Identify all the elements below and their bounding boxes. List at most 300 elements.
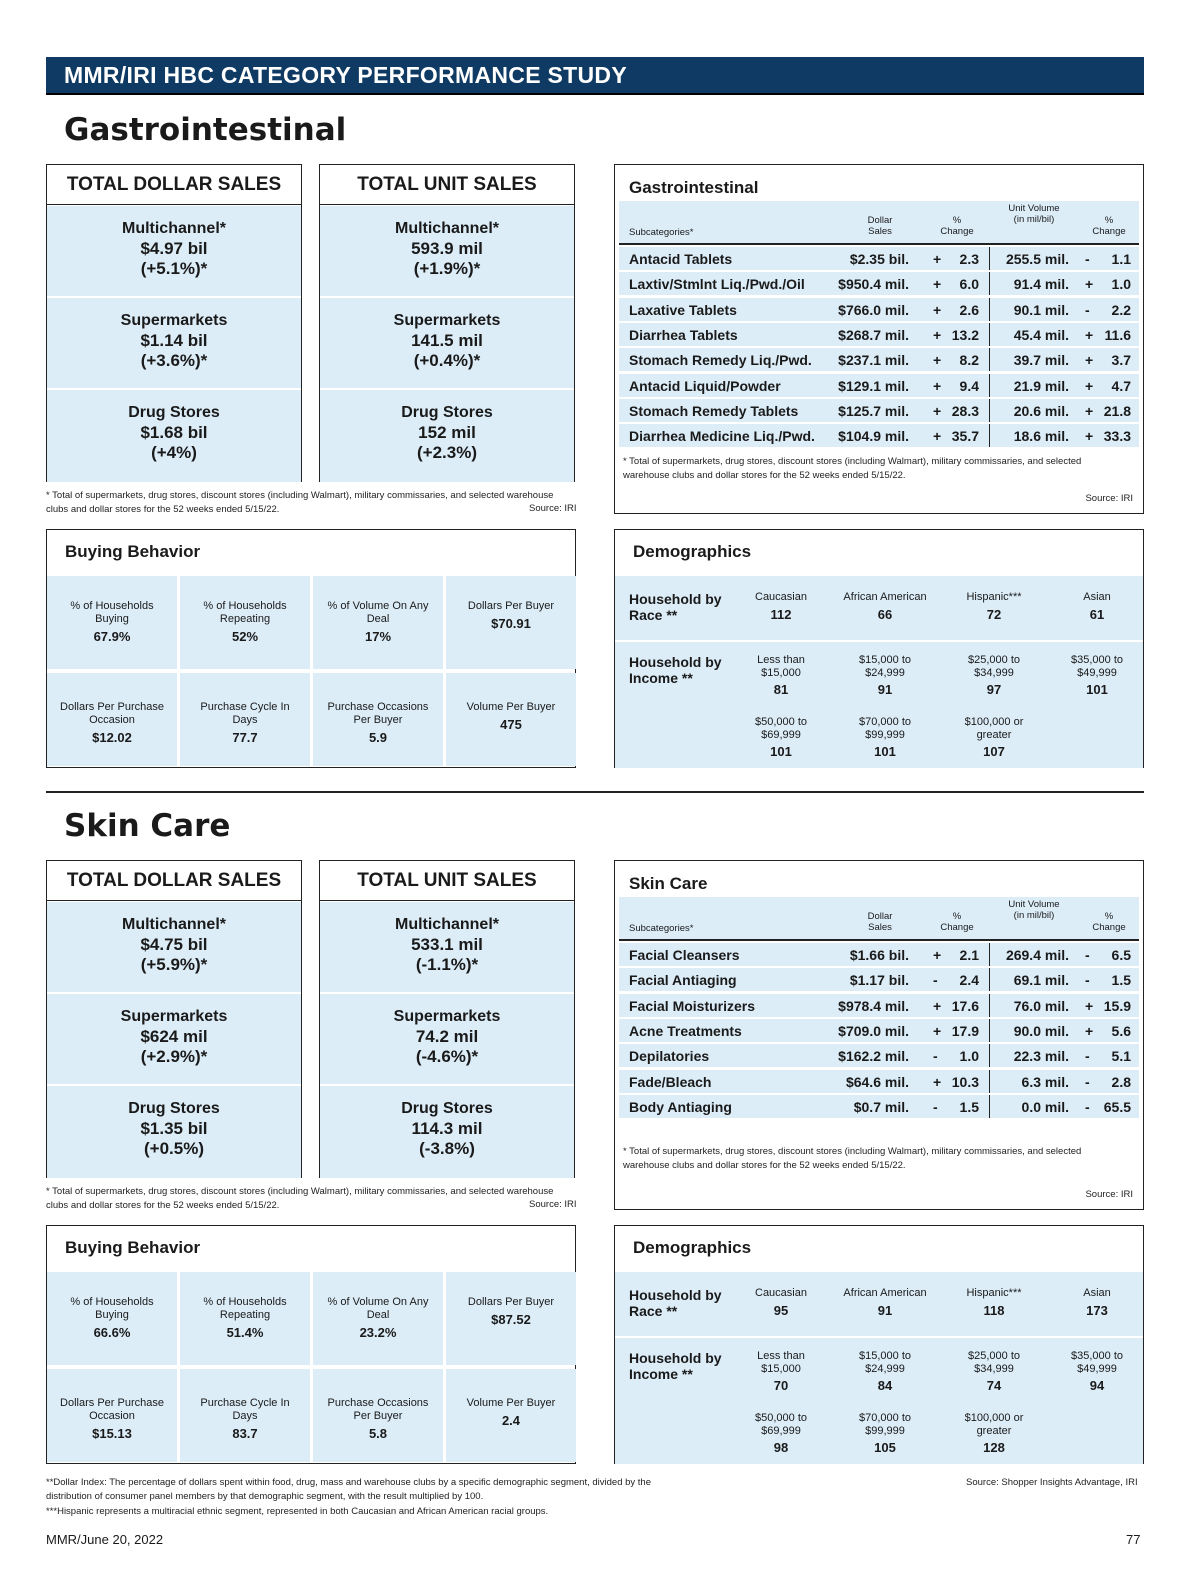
row-dollar-sales: $978.4 mil. bbox=[838, 997, 909, 1014]
row-unit-volume: 22.3 mil. bbox=[1013, 1048, 1069, 1065]
segment-index: 101 bbox=[1086, 682, 1108, 697]
row-pct-change: 4.7 bbox=[1111, 377, 1131, 394]
table-row bbox=[619, 422, 1139, 447]
gi-subcategory-table bbox=[614, 164, 1144, 514]
segment-label: $100,000 or greater bbox=[964, 716, 1024, 741]
panel-title: Demographics bbox=[633, 1238, 752, 1257]
row-dollar-sales: $237.1 mil. bbox=[838, 352, 909, 369]
segment-label: $100,000 or greater bbox=[964, 1412, 1024, 1437]
row-pct-change: 17.9 bbox=[951, 1022, 979, 1039]
summary-cell bbox=[47, 902, 301, 992]
buying-metric bbox=[47, 576, 177, 669]
row-sign: + bbox=[1085, 997, 1094, 1014]
row-sign: + bbox=[933, 402, 942, 419]
channel-name: Drug Stores bbox=[401, 404, 493, 421]
channel-value: 114.3 mil bbox=[411, 1119, 483, 1138]
table-header bbox=[619, 201, 1139, 243]
summary-cell bbox=[320, 902, 574, 992]
column-divider bbox=[989, 247, 990, 270]
col-pct-change: % Change bbox=[940, 215, 974, 237]
row-pct-change: 6.0 bbox=[959, 276, 979, 293]
publication-date: MMR/June 20, 2022 bbox=[46, 1532, 164, 1547]
income-segment bbox=[939, 716, 1049, 758]
gi-summary-source: Source: IRI bbox=[529, 503, 577, 514]
col-unit-volume: Unit Volume (in mil/bil) bbox=[1008, 899, 1060, 921]
segment-label: $35,000 to $49,999 bbox=[1071, 1350, 1123, 1375]
channel-change: (+2.3%) bbox=[417, 443, 477, 462]
metric-label: Dollars Per Buyer bbox=[467, 600, 555, 612]
race-segment bbox=[1042, 591, 1152, 621]
channel-value: 533.1 mil bbox=[411, 935, 483, 954]
table-footnote: * Total of supermarkets, drug stores, discount stores (including Walmart), military commissaries, and selected warehouse clubs and dollar stores for the 52 weeks ended 5/15/22. bbox=[623, 456, 1082, 481]
row-sign: + bbox=[1085, 377, 1094, 394]
segment-label: Hispanic*** bbox=[966, 1287, 1022, 1299]
metric-value: 52% bbox=[231, 629, 259, 644]
metric-label: % of Volume On Any Deal bbox=[327, 600, 429, 625]
row-dollar-sales: $1.17 bil. bbox=[849, 972, 909, 989]
gi-summary-footnote: * Total of supermarkets, drug stores, discount stores (including Walmart), military commissaries, and selected warehouse clubs and dollar stores for the 52 weeks ended 5/15/22. bbox=[46, 490, 554, 515]
row-dollar-sales: $125.7 mil. bbox=[838, 402, 909, 419]
row-sign: - bbox=[1085, 1048, 1090, 1065]
row-subcategory: Facial Antiaging bbox=[629, 972, 737, 989]
segment-label: $50,000 to $69,999 bbox=[755, 716, 807, 741]
row-unit-volume: 6.3 mil. bbox=[1021, 1073, 1069, 1090]
metric-value: $12.02 bbox=[92, 730, 132, 745]
segment-index: 118 bbox=[983, 1303, 1005, 1318]
metric-value: 83.7 bbox=[232, 1426, 258, 1441]
metric-value: 2.4 bbox=[501, 1413, 521, 1428]
row-dollar-sales: $0.7 mil. bbox=[853, 1098, 909, 1115]
segment-index: 74 bbox=[986, 1378, 1002, 1393]
page-number: 77 bbox=[1126, 1532, 1141, 1547]
income-segment bbox=[726, 654, 836, 696]
row-sign: + bbox=[1085, 326, 1094, 343]
summary-heading: TOTAL UNIT SALES bbox=[320, 165, 574, 205]
income-segment bbox=[830, 654, 940, 696]
row-sign: + bbox=[1085, 276, 1094, 293]
summary-cell bbox=[320, 1086, 574, 1178]
channel-name: Multichannel* bbox=[121, 220, 226, 237]
segment-index: 70 bbox=[773, 1378, 789, 1393]
segment-label: $25,000 to $34,999 bbox=[968, 1350, 1020, 1375]
segment-label: $25,000 to $34,999 bbox=[968, 654, 1020, 679]
segment-label: $15,000 to $24,999 bbox=[859, 1350, 911, 1375]
gi-total-dollar-sales bbox=[46, 164, 302, 482]
income-segment bbox=[1042, 1350, 1152, 1392]
row-subcategory: Body Antiaging bbox=[629, 1098, 732, 1115]
segment-index: 72 bbox=[986, 607, 1002, 622]
channel-value: 141.5 mil bbox=[411, 331, 483, 350]
race-segment bbox=[939, 591, 1049, 621]
row-pct-change: 1.1 bbox=[1111, 251, 1131, 267]
segment-label: African American bbox=[843, 591, 927, 603]
race-label: Household by Race ** bbox=[629, 591, 722, 623]
channel-name: Drug Stores bbox=[401, 1100, 493, 1117]
row-subcategory: Facial Cleansers bbox=[629, 947, 740, 963]
segment-label: Caucasian bbox=[755, 591, 807, 603]
row-subcategory: Acne Treatments bbox=[629, 1022, 742, 1039]
metric-label: Dollars Per Purchase Occasion bbox=[60, 701, 164, 726]
table-source: Source: IRI bbox=[1085, 493, 1133, 504]
channel-name: Multichannel* bbox=[121, 916, 226, 933]
metric-label: Purchase Occasions Per Buyer bbox=[327, 1397, 429, 1422]
dollar-index-note: **Dollar Index: The percentage of dollars spent within food, drug, mass and warehouse clubs by a specific demographic segment, divided by the distribution of consumer panel members by that demographic segment, with the result multiplied by 100. bbox=[46, 1477, 652, 1502]
channel-name: Supermarkets bbox=[120, 1008, 228, 1025]
summary-cell bbox=[320, 390, 574, 482]
channel-change: (+5.1%)* bbox=[140, 259, 208, 278]
channel-change: (-3.8%) bbox=[419, 1139, 475, 1158]
channel-change: (+5.9%)* bbox=[140, 955, 208, 974]
row-subcategory: Depilatories bbox=[629, 1048, 710, 1065]
metric-value: 77.7 bbox=[232, 730, 258, 745]
income-segment bbox=[830, 716, 940, 758]
metric-value: 5.9 bbox=[368, 730, 388, 745]
summary-cell bbox=[47, 994, 301, 1084]
row-dollar-sales: $268.7 mil. bbox=[838, 326, 909, 343]
row-unit-volume: 39.7 mil. bbox=[1013, 352, 1069, 369]
table-row bbox=[619, 321, 1139, 346]
row-pct-change: 8.2 bbox=[959, 352, 979, 369]
row-pct-change: 5.6 bbox=[1111, 1022, 1131, 1039]
segment-label: Hispanic*** bbox=[966, 591, 1022, 603]
channel-name: Supermarkets bbox=[393, 312, 501, 329]
income-segment bbox=[726, 1350, 836, 1392]
segment-index: 105 bbox=[874, 1440, 896, 1455]
segment-index: 107 bbox=[983, 744, 1005, 759]
buying-metric bbox=[313, 673, 443, 766]
row-dollar-sales: $64.6 mil. bbox=[845, 1073, 909, 1090]
column-divider bbox=[989, 399, 990, 422]
income-segment bbox=[830, 1350, 940, 1392]
col-subcategories: Subcategories* bbox=[629, 923, 694, 934]
row-sign: - bbox=[1085, 251, 1090, 267]
row-subcategory: Antacid Liquid/Powder bbox=[629, 377, 781, 394]
channel-name: Multichannel* bbox=[394, 916, 499, 933]
row-pct-change: 3.7 bbox=[1111, 352, 1131, 369]
sc-total-unit-sales bbox=[319, 860, 575, 1178]
panel-title: Buying Behavior bbox=[65, 1238, 201, 1257]
row-sign: + bbox=[933, 947, 942, 963]
buying-metric bbox=[47, 1272, 177, 1365]
buying-metric bbox=[446, 576, 576, 669]
table-row bbox=[619, 296, 1139, 321]
summary-cell bbox=[47, 390, 301, 482]
race-segment bbox=[830, 1287, 940, 1317]
row-unit-volume: 0.0 mil. bbox=[1021, 1098, 1069, 1115]
row-dollar-sales: $950.4 mil. bbox=[838, 276, 909, 293]
col-pct-change: % Change bbox=[940, 911, 974, 933]
section-title-gastrointestinal: Gastrointestinal bbox=[64, 112, 347, 148]
buying-metric bbox=[180, 576, 310, 669]
income-label: Household by Income ** bbox=[629, 1350, 722, 1382]
row-sign: + bbox=[933, 1022, 942, 1039]
table-row bbox=[619, 1093, 1139, 1118]
buying-metric bbox=[313, 576, 443, 669]
table-title: Gastrointestinal bbox=[629, 178, 759, 197]
table-row bbox=[619, 270, 1139, 295]
table-row bbox=[619, 397, 1139, 422]
table-row bbox=[619, 941, 1139, 966]
sc-summary-footnote: * Total of supermarkets, drug stores, discount stores (including Walmart), military commissaries, and selected warehouse clubs and dollar stores for the 52 weeks ended 5/15/22. bbox=[46, 1186, 554, 1211]
column-divider bbox=[989, 1095, 990, 1118]
race-label: Household by Race ** bbox=[629, 1287, 722, 1319]
column-divider bbox=[989, 1070, 990, 1093]
row-unit-volume: 90.0 mil. bbox=[1013, 1022, 1069, 1039]
channel-value: 152 mil bbox=[418, 423, 476, 442]
buying-metric bbox=[180, 1369, 310, 1462]
metric-value: $15.13 bbox=[92, 1426, 132, 1441]
row-dollar-sales: $162.2 mil. bbox=[838, 1048, 909, 1065]
column-divider bbox=[989, 272, 990, 295]
metric-label: Purchase Cycle In Days bbox=[200, 701, 290, 726]
race-segment bbox=[726, 591, 836, 621]
metric-label: Dollars Per Purchase Occasion bbox=[60, 1397, 164, 1422]
gi-demographics bbox=[614, 529, 1144, 768]
channel-change: (+4%) bbox=[151, 443, 197, 462]
channel-change: (-1.1%)* bbox=[415, 955, 479, 974]
row-subcategory: Laxative Tablets bbox=[629, 301, 737, 318]
channel-name: Drug Stores bbox=[128, 404, 220, 421]
row-sign: - bbox=[1085, 972, 1090, 989]
segment-index: 112 bbox=[770, 607, 792, 622]
segment-index: 101 bbox=[770, 744, 792, 759]
table-header bbox=[619, 897, 1139, 939]
segment-label: $15,000 to $24,999 bbox=[859, 654, 911, 679]
gi-buying-behavior bbox=[46, 529, 576, 768]
segment-index: 91 bbox=[877, 682, 893, 697]
buying-metric bbox=[47, 673, 177, 766]
row-subcategory: Diarrhea Medicine Liq./Pwd. bbox=[629, 428, 815, 445]
channel-change: (-4.6%)* bbox=[415, 1047, 479, 1066]
row-pct-change: 1.0 bbox=[1111, 276, 1131, 293]
demographics-source: Source: Shopper Insights Advantage, IRI bbox=[966, 1477, 1138, 1488]
row-unit-volume: 269.4 mil. bbox=[1005, 947, 1069, 963]
row-sign: + bbox=[933, 428, 942, 445]
row-dollar-sales: $766.0 mil. bbox=[838, 301, 909, 318]
segment-index: 94 bbox=[1089, 1378, 1105, 1393]
income-label: Household by Income ** bbox=[629, 654, 722, 686]
metric-label: Volume Per Buyer bbox=[466, 701, 556, 713]
buying-metric bbox=[180, 673, 310, 766]
table-row bbox=[619, 1017, 1139, 1042]
metric-value: 475 bbox=[500, 717, 522, 732]
channel-change: (+0.4%)* bbox=[413, 351, 481, 370]
row-pct-change: 2.8 bbox=[1111, 1073, 1131, 1090]
metric-value: 51.4% bbox=[226, 1325, 264, 1340]
column-divider bbox=[989, 298, 990, 321]
row-pct-change: 65.5 bbox=[1103, 1098, 1131, 1115]
table-row bbox=[619, 372, 1139, 397]
row-pct-change: 5.1 bbox=[1111, 1048, 1131, 1065]
row-sign: + bbox=[933, 326, 942, 343]
metric-value: 66.6% bbox=[93, 1325, 131, 1340]
row-sign: + bbox=[933, 352, 942, 369]
channel-value: $4.97 bil bbox=[140, 239, 208, 258]
row-sign: + bbox=[933, 997, 942, 1014]
row-pct-change: 15.9 bbox=[1103, 997, 1131, 1014]
row-unit-volume: 255.5 mil. bbox=[1005, 251, 1069, 267]
segment-index: 98 bbox=[773, 1440, 789, 1455]
row-subcategory: Fade/Bleach bbox=[629, 1073, 712, 1090]
metric-value: 17% bbox=[364, 629, 392, 644]
row-sign: + bbox=[933, 1073, 942, 1090]
channel-change: (+1.9%)* bbox=[413, 259, 481, 278]
summary-cell bbox=[320, 994, 574, 1084]
channel-value: $1.14 bil bbox=[140, 331, 208, 350]
summary-cell bbox=[47, 206, 301, 296]
segment-label: Less than $15,000 bbox=[757, 654, 805, 679]
row-subcategory: Stomach Remedy Liq./Pwd. bbox=[629, 352, 812, 369]
column-divider bbox=[989, 323, 990, 346]
income-segment bbox=[939, 1412, 1049, 1454]
col-dollar-sales: Dollar Sales bbox=[867, 911, 893, 933]
row-pct-change: 28.3 bbox=[951, 402, 979, 419]
sc-total-dollar-sales bbox=[46, 860, 302, 1178]
buying-metric bbox=[446, 1369, 576, 1462]
row-sign: - bbox=[933, 1048, 938, 1065]
col-subcategories: Subcategories* bbox=[629, 227, 694, 238]
channel-name: Multichannel* bbox=[394, 220, 499, 237]
race-segment bbox=[939, 1287, 1049, 1317]
row-sign: + bbox=[933, 377, 942, 394]
row-pct-change: 1.5 bbox=[1111, 972, 1131, 989]
row-unit-volume: 18.6 mil. bbox=[1013, 428, 1069, 445]
segment-index: 84 bbox=[877, 1378, 893, 1393]
channel-name: Supermarkets bbox=[393, 1008, 501, 1025]
segment-label: Asian bbox=[1083, 591, 1111, 603]
segment-label: $70,000 to $99,999 bbox=[859, 716, 911, 741]
table-source: Source: IRI bbox=[1085, 1189, 1133, 1200]
row-sign: - bbox=[1085, 947, 1090, 963]
segment-index: 81 bbox=[773, 682, 789, 697]
row-pct-change: 33.3 bbox=[1103, 428, 1131, 445]
row-sign: - bbox=[1085, 1098, 1090, 1115]
row-pct-change: 21.8 bbox=[1103, 402, 1131, 419]
column-divider bbox=[989, 1019, 990, 1042]
row-sign: + bbox=[933, 251, 942, 267]
segment-label: $50,000 to $69,999 bbox=[755, 1412, 807, 1437]
row-pct-change: 17.6 bbox=[951, 997, 979, 1014]
column-divider bbox=[989, 994, 990, 1017]
metric-value: $70.91 bbox=[491, 616, 531, 631]
row-sign: + bbox=[933, 301, 942, 318]
segment-index: 66 bbox=[877, 607, 893, 622]
channel-change: (+3.6%)* bbox=[140, 351, 208, 370]
metric-value: $87.52 bbox=[491, 1312, 531, 1327]
segment-label: $35,000 to $49,999 bbox=[1071, 654, 1123, 679]
row-dollar-sales: $1.66 bil. bbox=[849, 947, 909, 963]
buying-metric bbox=[313, 1272, 443, 1365]
row-dollar-sales: $129.1 mil. bbox=[838, 377, 909, 394]
income-segment bbox=[830, 1412, 940, 1454]
row-pct-change: 1.0 bbox=[959, 1048, 979, 1065]
table-row bbox=[619, 966, 1139, 991]
segment-index: 95 bbox=[773, 1303, 789, 1318]
col-pct-change: % Change bbox=[1092, 911, 1126, 933]
summary-heading: TOTAL DOLLAR SALES bbox=[47, 165, 301, 205]
row-dollar-sales: $104.9 mil. bbox=[838, 428, 909, 445]
row-unit-volume: 45.4 mil. bbox=[1013, 326, 1069, 343]
metric-value: 5.8 bbox=[368, 1426, 388, 1441]
row-pct-change: 1.5 bbox=[959, 1098, 979, 1115]
section-title-skin-care: Skin Care bbox=[64, 808, 231, 844]
buying-metric bbox=[313, 1369, 443, 1462]
sc-buying-behavior bbox=[46, 1225, 576, 1464]
channel-change: (+2.9%)* bbox=[140, 1047, 208, 1066]
row-pct-change: 10.3 bbox=[951, 1073, 979, 1090]
segment-index: 101 bbox=[874, 744, 896, 759]
metric-label: Purchase Cycle In Days bbox=[200, 1397, 290, 1422]
row-unit-volume: 69.1 mil. bbox=[1013, 972, 1069, 989]
summary-cell bbox=[320, 206, 574, 296]
channel-value: $624 mil bbox=[140, 1027, 208, 1046]
metric-label: % of Volume On Any Deal bbox=[327, 1296, 429, 1321]
col-pct-change: % Change bbox=[1092, 215, 1126, 237]
table-footnote: * Total of supermarkets, drug stores, discount stores (including Walmart), military commissaries, and selected warehouse clubs and dollar stores for the 52 weeks ended 5/15/22. bbox=[623, 1146, 1082, 1171]
table-row bbox=[619, 346, 1139, 371]
hispanic-note: ***Hispanic represents a multiracial ethnic segment, represented in both Caucasian and African American racial groups. bbox=[46, 1506, 549, 1517]
buying-metric bbox=[446, 1272, 576, 1365]
segment-index: 91 bbox=[877, 1303, 893, 1318]
summary-cell bbox=[320, 298, 574, 388]
row-pct-change: 35.7 bbox=[951, 428, 979, 445]
col-dollar-sales: Dollar Sales bbox=[867, 215, 893, 237]
summary-cell bbox=[47, 298, 301, 388]
income-segment bbox=[1042, 654, 1152, 696]
row-unit-volume: 20.6 mil. bbox=[1013, 402, 1069, 419]
metric-label: % of Households Buying bbox=[70, 1296, 154, 1321]
row-sign: + bbox=[1085, 352, 1094, 369]
row-pct-change: 2.3 bbox=[959, 251, 979, 267]
segment-index: 61 bbox=[1089, 607, 1105, 622]
summary-heading: TOTAL DOLLAR SALES bbox=[47, 861, 301, 901]
channel-value: 593.9 mil bbox=[411, 239, 483, 258]
segment-label: $70,000 to $99,999 bbox=[859, 1412, 911, 1437]
metric-label: % of Households Buying bbox=[70, 600, 154, 625]
row-unit-volume: 90.1 mil. bbox=[1013, 301, 1069, 318]
segment-label: Asian bbox=[1083, 1287, 1111, 1299]
segment-label: Less than $15,000 bbox=[757, 1350, 805, 1375]
metric-value: 67.9% bbox=[93, 629, 131, 644]
row-pct-change: 9.4 bbox=[959, 377, 979, 394]
metric-value: 23.2% bbox=[359, 1325, 397, 1340]
table-row bbox=[619, 1042, 1139, 1067]
sc-subcategory-table bbox=[614, 860, 1144, 1210]
income-segment bbox=[939, 1350, 1049, 1392]
header-banner: MMR/IRI HBC CATEGORY PERFORMANCE STUDY bbox=[46, 57, 1144, 95]
income-segment bbox=[726, 1412, 836, 1454]
row-sign: + bbox=[1085, 1022, 1094, 1039]
row-sign: + bbox=[1085, 402, 1094, 419]
row-subcategory: Laxtiv/Stmlnt Liq./Pwd./Oil bbox=[629, 276, 805, 293]
summary-cell bbox=[47, 1086, 301, 1178]
buying-metric bbox=[446, 673, 576, 766]
row-dollar-sales: $709.0 mil. bbox=[838, 1022, 909, 1039]
segment-index: 97 bbox=[986, 682, 1002, 697]
row-pct-change: 13.2 bbox=[951, 326, 979, 343]
row-subcategory: Antacid Tablets bbox=[629, 251, 733, 267]
row-unit-volume: 91.4 mil. bbox=[1013, 276, 1069, 293]
table-row bbox=[619, 992, 1139, 1017]
column-divider bbox=[989, 1044, 990, 1067]
segment-index: 128 bbox=[983, 1440, 1005, 1455]
row-subcategory: Stomach Remedy Tablets bbox=[629, 402, 799, 419]
row-pct-change: 2.4 bbox=[959, 972, 979, 989]
row-sign: - bbox=[933, 1098, 938, 1115]
channel-value: $1.35 bil bbox=[140, 1119, 208, 1138]
row-unit-volume: 21.9 mil. bbox=[1013, 377, 1069, 394]
table-row bbox=[619, 245, 1139, 270]
